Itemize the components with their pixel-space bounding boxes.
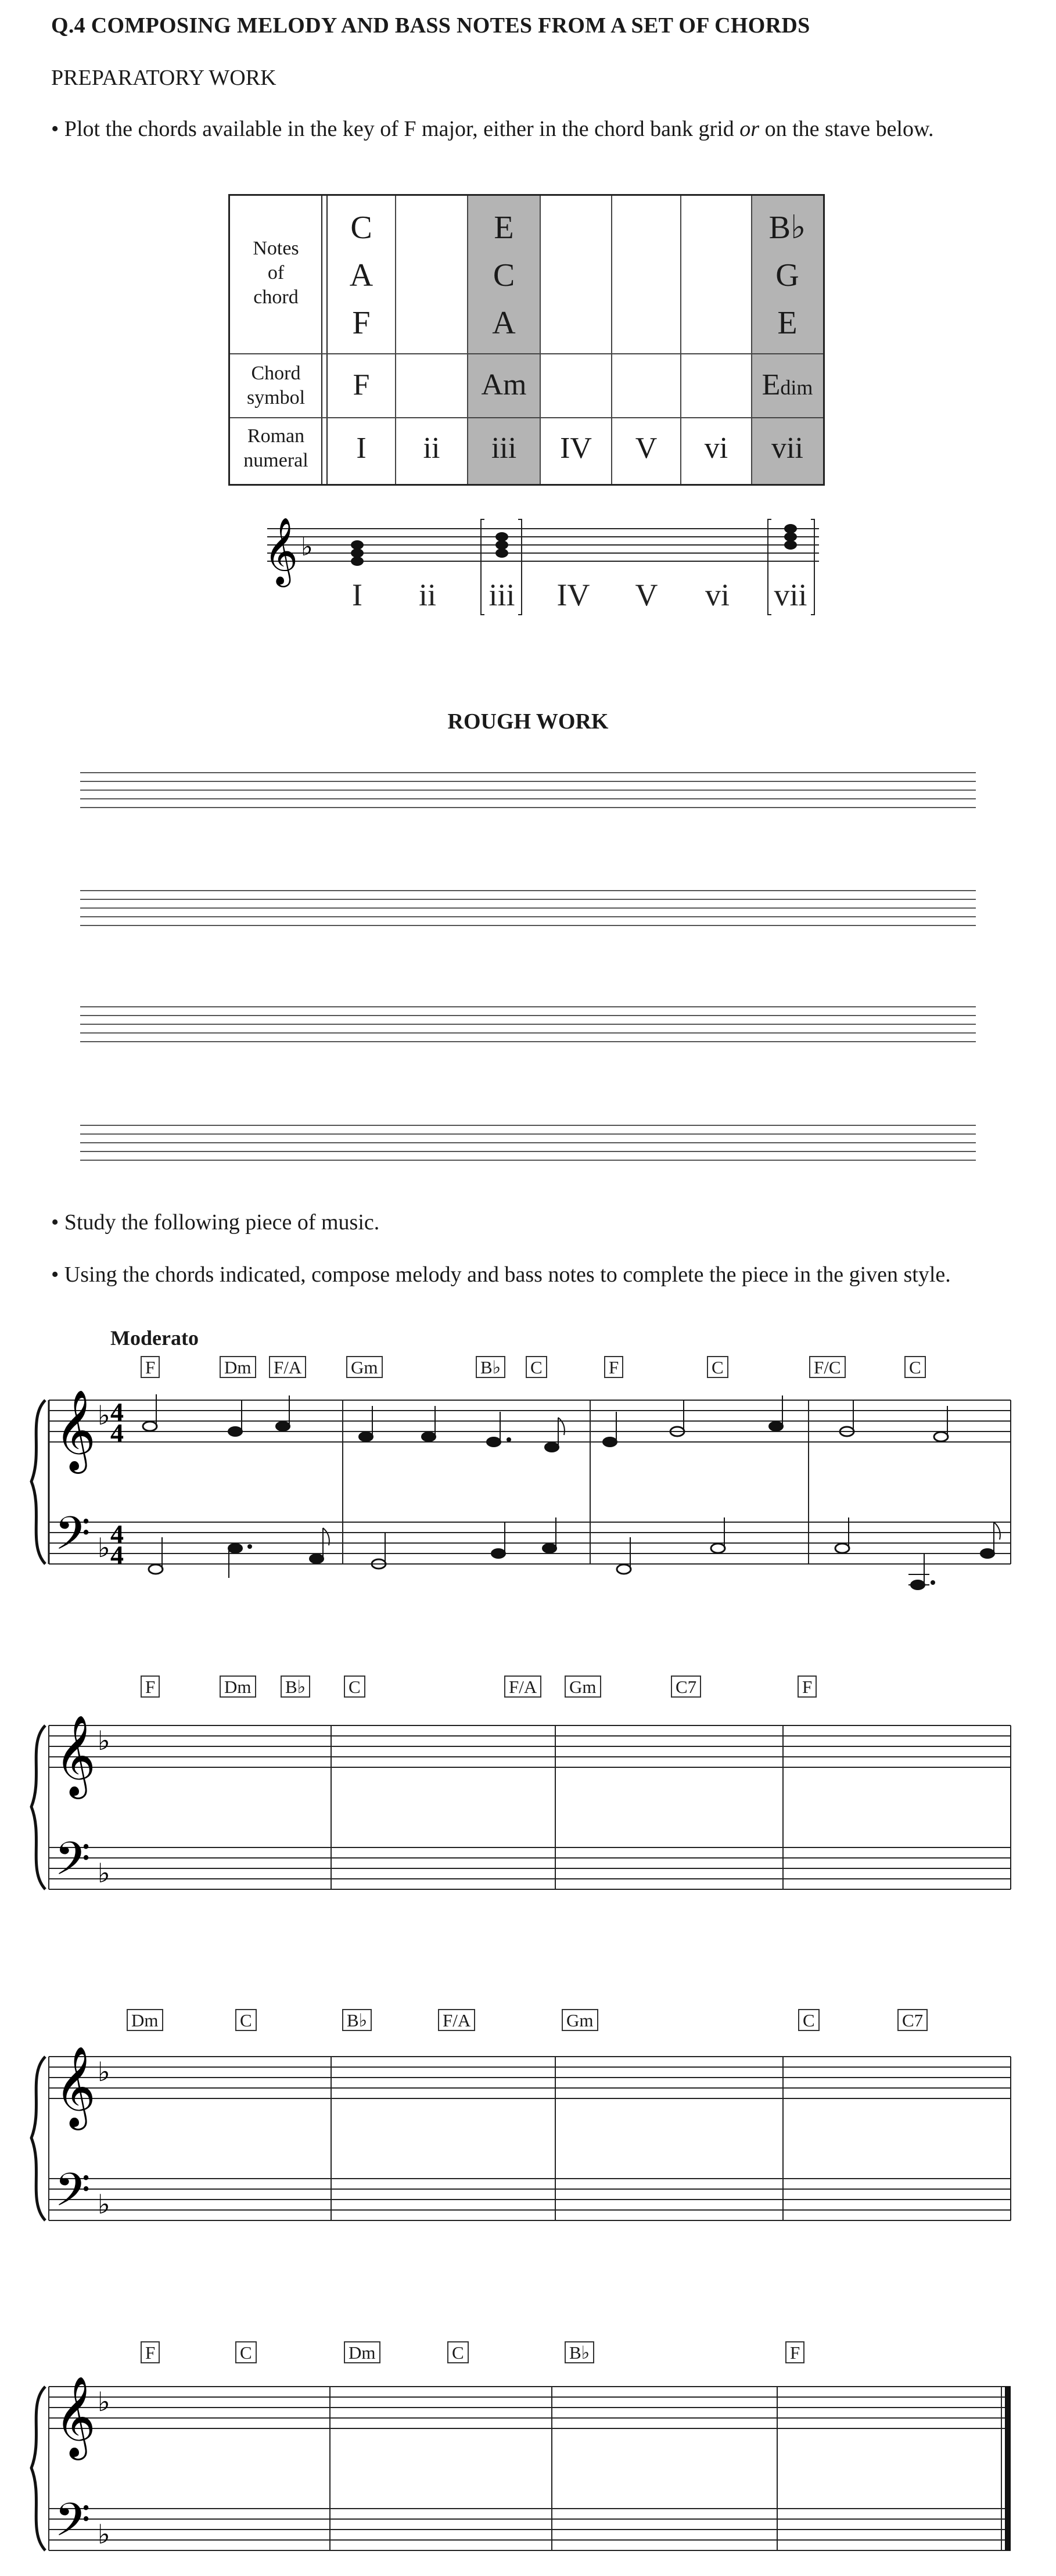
flat-key-signature-icon: ♭ [98,1859,110,1888]
treble-clef-icon: 𝄞 [55,2048,96,2125]
symbol-cell-ii[interactable] [396,354,468,418]
chord-symbol: C7 [671,1676,701,1698]
notes-cell-IV[interactable] [540,196,612,354]
roman-cell-ii: ii [423,432,440,465]
chord-symbol: B♭ [476,1356,505,1378]
roman-cell-IV: IV [560,432,592,465]
bass-clef-icon: 𝄢 [55,2165,91,2227]
roman-cell-iii: iii [491,432,517,465]
chord-symbol: C7 [897,2009,928,2031]
flat-key-signature-icon: ♭ [98,2057,110,2087]
chord-symbol: F/A [504,1676,541,1698]
chord-notes-vii [784,524,797,550]
chord-notes-iii [495,532,508,558]
chord-symbol: Dm [220,1676,256,1698]
chord-symbol: F [798,1676,817,1698]
chord-symbol: F [141,1356,160,1378]
preparatory-work-heading: PREPARATORY WORK [51,66,276,90]
chord-symbol: Dm [344,2341,380,2363]
tempo-marking: Moderato [110,1326,199,1350]
instruction-plot-chords: • Plot the chords available in the key of F major, either in the chord bank grid or on the stave below. [51,117,934,141]
chord-symbol: C [707,1356,728,1378]
chord-symbol: C [904,1356,926,1378]
system-3[interactable] [23,2039,1017,2237]
numeral-vii: vii [774,577,807,612]
row-label-chord-symbol: Chord symbol [246,363,306,408]
chord-symbol: Gm [562,2009,598,2031]
notes-cell-iii[interactable]: E C A [492,210,516,341]
numeral-IV: IV [556,577,590,612]
notes-cell-vii[interactable]: B♭ G E [768,210,806,341]
notes-cell-ii[interactable] [396,196,468,354]
chord-symbol: C [344,1676,365,1698]
chord-symbol: F [141,2341,160,2363]
question-title: Q.4 COMPOSING MELODY AND BASS NOTES FROM A SET OF CHORDS [51,13,810,38]
chord-symbol: C [447,2341,469,2363]
flat-key-signature-icon: ♭ [301,533,313,561]
bass-clef-icon: 𝄢 [55,2495,91,2557]
notes-cell-I[interactable]: C A F [349,210,373,341]
chord-symbol: F [785,2341,804,2363]
treble-clef-icon: 𝄞 [55,1717,96,1794]
flat-key-signature-icon: ♭ [98,1533,110,1563]
chord-symbol: B♭ [342,2009,372,2031]
chord-symbol: C [798,2009,820,2031]
chord-symbol: Dm [220,1356,256,1378]
chord-symbol: B♭ [281,1676,310,1698]
time-signature-icon: 4 [110,1397,124,1427]
chord-symbol: C [235,2009,257,2031]
flat-key-signature-icon: ♭ [98,1726,110,1756]
flat-key-signature-icon: ♭ [98,2190,110,2219]
symbol-cell-IV[interactable] [540,354,612,418]
bass-clef-icon: 𝄢 [55,1508,91,1570]
chord-symbol: Gm [565,1676,601,1698]
chord-stave[interactable] [256,511,836,633]
chord-symbol: Gm [346,1356,383,1378]
instruction-compose: • Using the chords indicated, compose melody and bass notes to complete the piece in the given style. [51,1262,951,1287]
treble-clef-icon: 𝄞 [55,1391,96,1469]
stave-lines [267,529,819,561]
bass-clef-icon: 𝄢 [55,1834,91,1896]
notes-cell-V[interactable] [612,196,681,354]
brace-icon [31,1400,45,1564]
chord-symbol: F [604,1356,623,1378]
brace-icon [31,1725,45,1889]
symbol-cell-I[interactable]: F [353,368,370,401]
numeral-V: V [635,577,658,612]
chord-symbol: B♭ [565,2341,594,2363]
brace-icon [31,2387,45,2550]
chord-symbol: F [141,1676,160,1698]
symbol-cell-V[interactable] [612,354,681,418]
treble-clef-icon: 𝄞 [264,519,299,583]
chord-symbol: C [526,1356,547,1378]
time-signature-icon: 4 [110,1540,124,1570]
numeral-vi: vi [705,577,730,612]
chord-symbol: F/C [809,1356,846,1378]
chord-symbol: F/A [269,1356,306,1378]
roman-cell-V: V [635,432,658,465]
chord-symbol: C [235,2341,257,2363]
time-signature-icon: 4 [110,1418,124,1448]
brace-icon [31,2057,45,2220]
roman-cell-I: I [356,432,367,465]
numeral-ii: ii [418,577,437,612]
roman-cell-vii: vii [771,432,803,465]
notes-cell-vi[interactable] [681,196,752,354]
final-barline [1005,2387,1011,2550]
symbol-cell-iii[interactable]: Am [481,368,527,401]
flat-key-signature-icon: ♭ [98,1401,110,1430]
flat-key-signature-icon: ♭ [98,2520,110,2549]
chord-notes-I [351,540,364,566]
row-label-roman-numeral: Roman numeral [243,425,308,471]
rough-work-staves[interactable] [0,767,1056,1174]
row-label-notes-of-chord: Notes of chord [253,238,299,308]
numeral-iii: iii [489,577,515,612]
chord-symbol: F/A [438,2009,475,2031]
roman-cell-vi: vi [704,432,728,465]
numeral-I: I [352,577,362,612]
system-4[interactable] [23,2369,1022,2567]
symbol-cell-vi[interactable] [681,354,752,418]
rough-work-heading: ROUGH WORK [447,709,609,734]
chord-symbol: Dm [127,2009,163,2031]
instruction-study: • Study the following piece of music. [51,1210,380,1235]
system-2[interactable] [23,1708,1017,1906]
melody-notes [143,1394,948,1452]
chord-bank-grid [228,194,825,486]
flat-key-signature-icon: ♭ [98,2387,110,2417]
treble-clef-icon: 𝄞 [55,2378,96,2455]
symbol-cell-vii[interactable]: Edim [762,368,813,401]
system-1[interactable] [23,1383,1017,1603]
time-signature-icon: 4 [110,1519,124,1549]
